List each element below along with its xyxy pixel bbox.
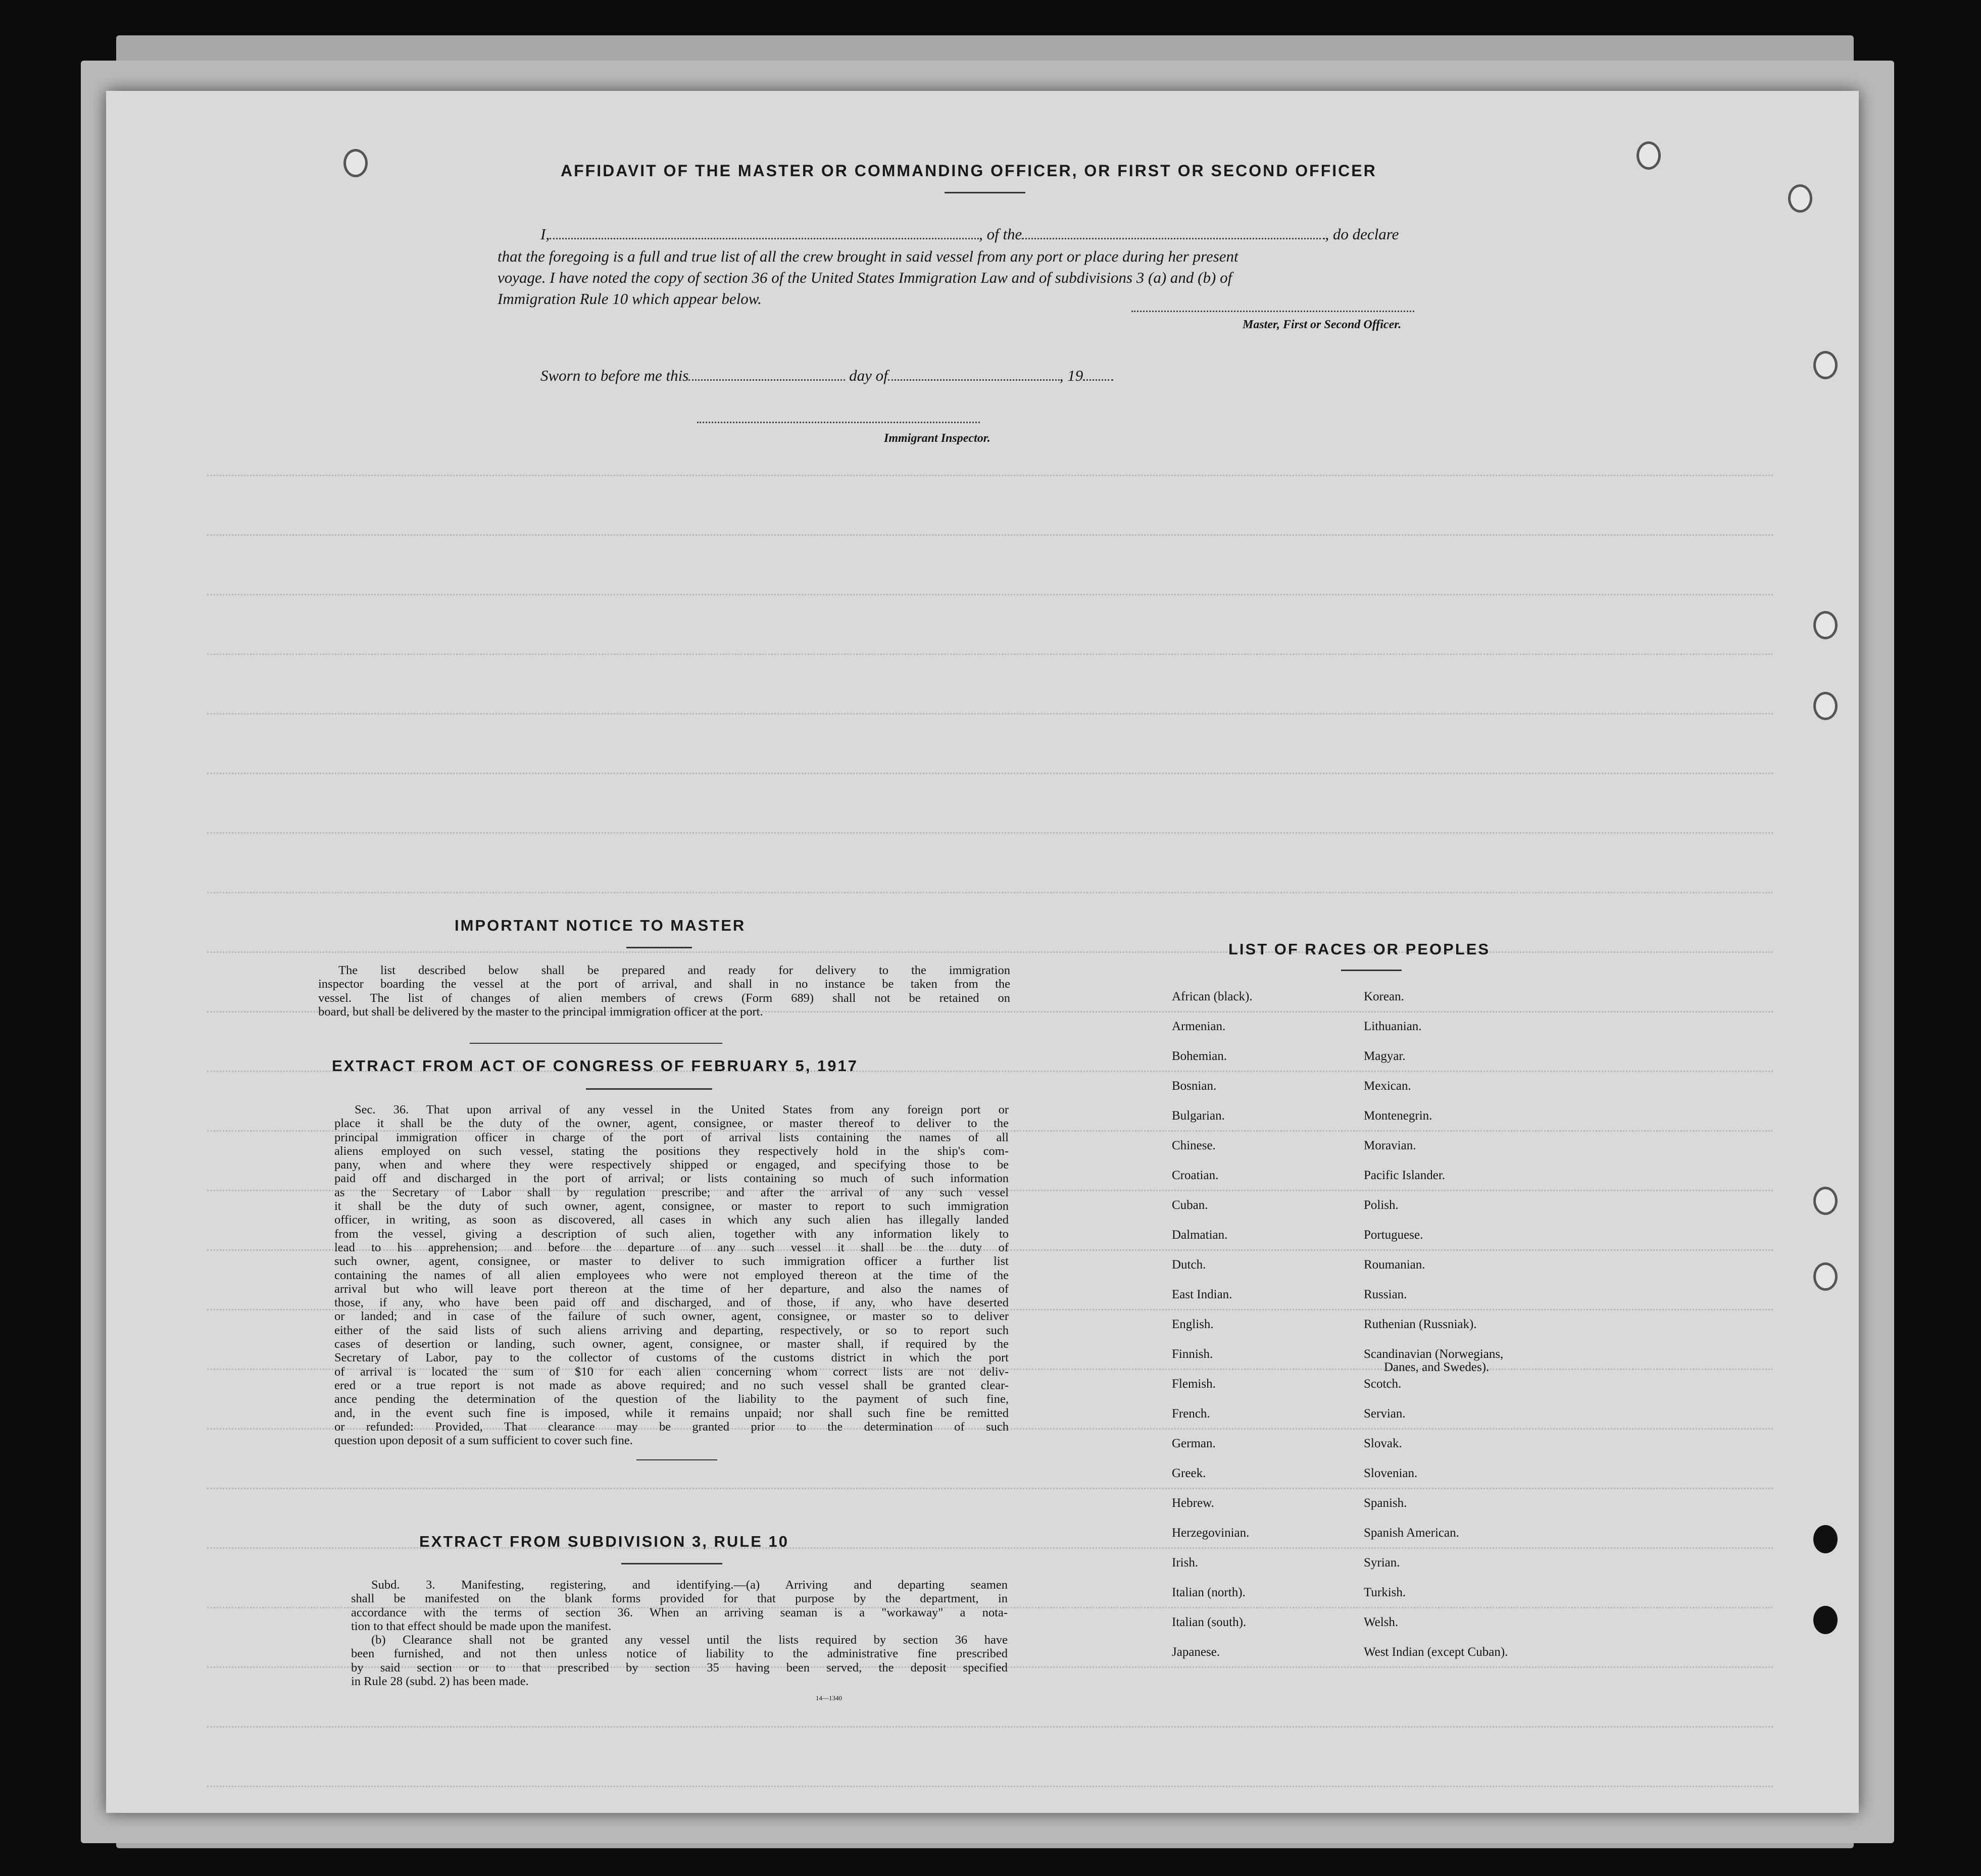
race-item: Armenian.: [1172, 1020, 1226, 1033]
bleed-through-row: [207, 812, 1773, 834]
race-item: Chinese.: [1172, 1139, 1216, 1152]
rule-line: (b) Clearance shall not be granted any vessel until the lists required by section 36 have: [371, 1633, 1008, 1647]
race-item: Spanish American.: [1364, 1526, 1459, 1540]
race-item: Bulgarian.: [1172, 1109, 1225, 1123]
affidavit-line-2: that the foregoing is a full and true list of all the crew brought in said vessel from any port or place during her present: [498, 247, 1239, 265]
race-item: Dutch.: [1172, 1258, 1206, 1272]
act-line: those, if any, who have been paid off and discharged, and of those, if any, who have deserted: [334, 1296, 1009, 1310]
affidavit-heading: AFFIDAVIT OF THE MASTER OR COMMANDING OFFICER, OR FIRST OR SECOND OFFICER: [561, 162, 1377, 180]
bleed-through-row: [207, 1467, 1773, 1489]
sworn-year-field[interactable]: [1083, 366, 1113, 381]
form-number: 14—1340: [816, 1694, 842, 1702]
race-item: French.: [1172, 1407, 1210, 1421]
bleed-through-row: [207, 872, 1773, 893]
punch-hole-icon: [1813, 351, 1838, 379]
punch-hole-icon: [1813, 1262, 1838, 1291]
race-item: Bosnian.: [1172, 1079, 1217, 1093]
act-line: and, in the event such fine is imposed, while it remains unpaid; nor shall such fine be remitted: [334, 1406, 1009, 1420]
race-item: Ruthenian (Russniak).: [1364, 1317, 1477, 1331]
bleed-through-row: [207, 514, 1773, 536]
race-item: Irish.: [1172, 1556, 1199, 1569]
race-item: Bohemian.: [1172, 1049, 1227, 1063]
punch-hole-icon: [1813, 1187, 1838, 1215]
race-item: East Indian.: [1172, 1288, 1232, 1301]
act-text: [334, 1103, 1009, 1447]
punch-hole-icon: [1813, 692, 1838, 720]
act-line: Sec. 36. That upon arrival of any vessel in the United States from any foreign port or: [355, 1103, 1009, 1117]
rule-line: by said section or to that prescribed by section 35 having been served, the deposit specified: [351, 1660, 1008, 1675]
act-line: or landed; and in case of the failure of such owner, agent, consignee, or master so to deliver: [334, 1309, 1009, 1324]
act-line: cases of desertion or landing, such owner, agent, consignee, or master shall, if required by the: [334, 1337, 1009, 1351]
rule-line: shall be manifested on the blank forms provided for that purpose by the department, in: [351, 1592, 1008, 1606]
race-item: Herzegovinian.: [1172, 1526, 1250, 1540]
heading-rule: [626, 947, 692, 948]
inspector-label: Immigrant Inspector.: [884, 432, 990, 445]
notice-line: board, but shall be delivered by the master to the principal immigration officer at the port.: [318, 1004, 763, 1019]
act-line: Secretary of Labor, pay to the collector of customs of the customs district in which the port: [334, 1351, 1009, 1365]
punch-hole-icon: [343, 149, 368, 177]
race-item: Slovak.: [1364, 1437, 1402, 1450]
heading-rule: [945, 192, 1025, 193]
race-item: Hebrew.: [1172, 1496, 1214, 1510]
race-item: Turkish.: [1364, 1586, 1406, 1599]
race-item: Syrian.: [1364, 1556, 1400, 1569]
race-item: Italian (north).: [1172, 1586, 1246, 1599]
rule-line: accordance with the terms of section 36. When an arriving seaman is a "workaway" a nota-: [351, 1605, 1008, 1619]
act-heading: EXTRACT FROM ACT OF CONGRESS OF FEBRUARY 5, 1917: [332, 1057, 858, 1075]
act-line: aliens employed on such vessel, stating the positions they respectively hold in the ship's com-: [334, 1144, 1009, 1158]
rule-heading: EXTRACT FROM SUBDIVISION 3, RULE 10: [419, 1533, 789, 1550]
race-item: Korean.: [1364, 990, 1404, 1003]
bleed-through-row: [207, 931, 1773, 953]
race-item: Danes, and Swedes).: [1384, 1360, 1490, 1374]
race-item: Welsh.: [1364, 1615, 1399, 1629]
document-page: [106, 91, 1859, 1813]
affidavit-line-4: Immigration Rule 10 which appear below.: [498, 290, 762, 308]
sworn-line: Sworn to before me this day of , 19: [540, 366, 1113, 385]
act-line: it shall be the duty of such owner, agent, consignee, or master to report to such immigration: [334, 1199, 1009, 1213]
affidavit-line-1: I, , of the , do declare: [540, 225, 1399, 243]
notice-line: vessel. The list of changes of alien members of crews (Form 689) shall not be retained on: [318, 991, 1010, 1005]
race-item: Scotch.: [1364, 1377, 1402, 1391]
master-name-field[interactable]: [550, 225, 979, 239]
race-item: Pacific Islander.: [1364, 1169, 1446, 1182]
race-item: Japanese.: [1172, 1645, 1220, 1659]
race-item: Greek.: [1172, 1466, 1206, 1480]
race-item: Magyar.: [1364, 1049, 1406, 1063]
race-item: Lithuanian.: [1364, 1020, 1422, 1033]
race-item: Spanish.: [1364, 1496, 1407, 1510]
race-item: African (black).: [1172, 990, 1253, 1003]
notice-heading: IMPORTANT NOTICE TO MASTER: [455, 917, 746, 934]
race-item: German.: [1172, 1437, 1216, 1450]
act-line: from the vessel, giving a description of such alien, together with any information likely to: [334, 1227, 1009, 1241]
rule-line: been furnished, and not then unless notice of liability to the administrative fine prescribed: [351, 1647, 1008, 1661]
punch-hole-icon: [1637, 141, 1661, 170]
punch-hole-icon: [1813, 1606, 1838, 1634]
inspector-signature-field[interactable]: [697, 422, 980, 423]
heading-rule: [621, 1563, 722, 1564]
act-line: such owner, agent, consignee, or master to deliver to such immigration officer a further list: [334, 1254, 1009, 1269]
race-item: Russian.: [1364, 1288, 1407, 1301]
signature-field[interactable]: [1131, 311, 1414, 312]
race-item: Montenegrin.: [1364, 1109, 1432, 1123]
bleed-through-row: [207, 693, 1773, 715]
act-line: either of the said lists of such aliens arriving and departing, respectively, or so to report such: [334, 1323, 1009, 1337]
race-item: Scandinavian (Norwegians,: [1364, 1347, 1504, 1361]
act-line: ered or a true report is not made as above required; and no such vessel shall be granted clear-: [334, 1378, 1009, 1392]
heading-rule: [586, 1088, 712, 1090]
race-item: Finnish.: [1172, 1347, 1213, 1361]
race-item: Moravian.: [1364, 1139, 1416, 1152]
vessel-name-field[interactable]: [1022, 225, 1325, 239]
punch-hole-icon: [1788, 184, 1812, 213]
act-line: arrival but who will leave port thereon at the time of her departure, and also the names of: [334, 1282, 1009, 1296]
act-line: officer, in writing, as soon as discovered, all cases in which any such alien has illegally landed: [334, 1213, 1009, 1227]
race-item: Mexican.: [1364, 1079, 1411, 1093]
bleed-through-row: [207, 633, 1773, 655]
races-heading: LIST OF RACES OR PEOPLES: [1228, 940, 1491, 958]
sworn-month-field[interactable]: [888, 366, 1060, 381]
notice-text: [318, 964, 1010, 1019]
act-line: lead to his apprehension; and before the departure of any such vessel it shall be the duty of: [334, 1240, 1009, 1254]
act-line: principal immigration officer in charge of the port of arrival lists containing the names of all: [334, 1130, 1009, 1144]
race-item: English.: [1172, 1317, 1214, 1331]
bleed-through-rows: [106, 91, 1859, 1813]
notice-line: inspector boarding the vessel at the port of arrival, and shall in no instance be taken from the: [318, 977, 1010, 991]
act-line: of arrival is located the sum of $10 for each alien concerning whom correct lists are not deliv-: [334, 1364, 1009, 1379]
section-rule: [470, 1043, 722, 1044]
rule-text: [351, 1578, 1008, 1688]
signature-label: Master, First or Second Officer.: [1243, 318, 1402, 331]
race-item: Italian (south).: [1172, 1615, 1247, 1629]
sworn-day-field[interactable]: [688, 366, 845, 381]
race-item: Flemish.: [1172, 1377, 1216, 1391]
bleed-through-row: [207, 752, 1773, 774]
race-item: Portuguese.: [1364, 1228, 1423, 1242]
act-line: place it shall be the duty of the owner, agent, consignee, or master thereof to deliver to the: [334, 1117, 1009, 1131]
act-line: as the Secretary of Labor shall by regulation prescribe; and after the arrival of any such vessel: [334, 1185, 1009, 1199]
race-item: Roumanian.: [1364, 1258, 1425, 1272]
bleed-through-row: [207, 1765, 1773, 1787]
act-line: paid off and discharged in the port of arrival; or lists containing so much of such information: [334, 1172, 1009, 1186]
notice-line: The list described below shall be prepared and ready for delivery to the immigration: [338, 964, 1010, 977]
race-item: Cuban.: [1172, 1198, 1208, 1212]
act-line: ance pending the determination of the question of the liability to the payment of such fine,: [334, 1392, 1009, 1406]
act-line: question upon deposit of a sum sufficient to cover such fine.: [334, 1434, 633, 1448]
bleed-through-row: [207, 574, 1773, 595]
race-item: Servian.: [1364, 1407, 1406, 1421]
rule-line: in Rule 28 (subd. 2) has been made.: [351, 1675, 529, 1689]
act-line: or refunded: Provided, That clearance may be granted prior to the determination of such: [334, 1419, 1009, 1434]
punch-hole-icon: [1813, 1525, 1838, 1553]
bleed-through-row: [207, 1706, 1773, 1728]
act-line: containing the names of all alien employees who were not employed thereon at the time of the: [334, 1268, 1009, 1282]
heading-rule: [1341, 970, 1402, 971]
rule-line: tion to that effect should be made upon the manifest.: [351, 1619, 612, 1633]
rule-line: Subd. 3. Manifesting, registering, and identifying.—(a) Arriving and departing seamen: [371, 1578, 1008, 1592]
affidavit-line-3: voyage. I have noted the copy of section 36 of the United States Immigration Law and of subdivisions 3 (a) and (b) of: [498, 269, 1232, 286]
race-item: Slovenian.: [1364, 1466, 1418, 1480]
bleed-through-row: [207, 454, 1773, 476]
race-item: Croatian.: [1172, 1169, 1219, 1182]
race-item: West Indian (except Cuban).: [1364, 1645, 1508, 1659]
race-item: Polish.: [1364, 1198, 1399, 1212]
section-rule: [636, 1459, 717, 1460]
act-line: pany, when and where they were respectively shipped or engaged, and specifying those to be: [334, 1158, 1009, 1172]
punch-hole-icon: [1813, 611, 1838, 639]
race-item: Dalmatian.: [1172, 1228, 1228, 1242]
